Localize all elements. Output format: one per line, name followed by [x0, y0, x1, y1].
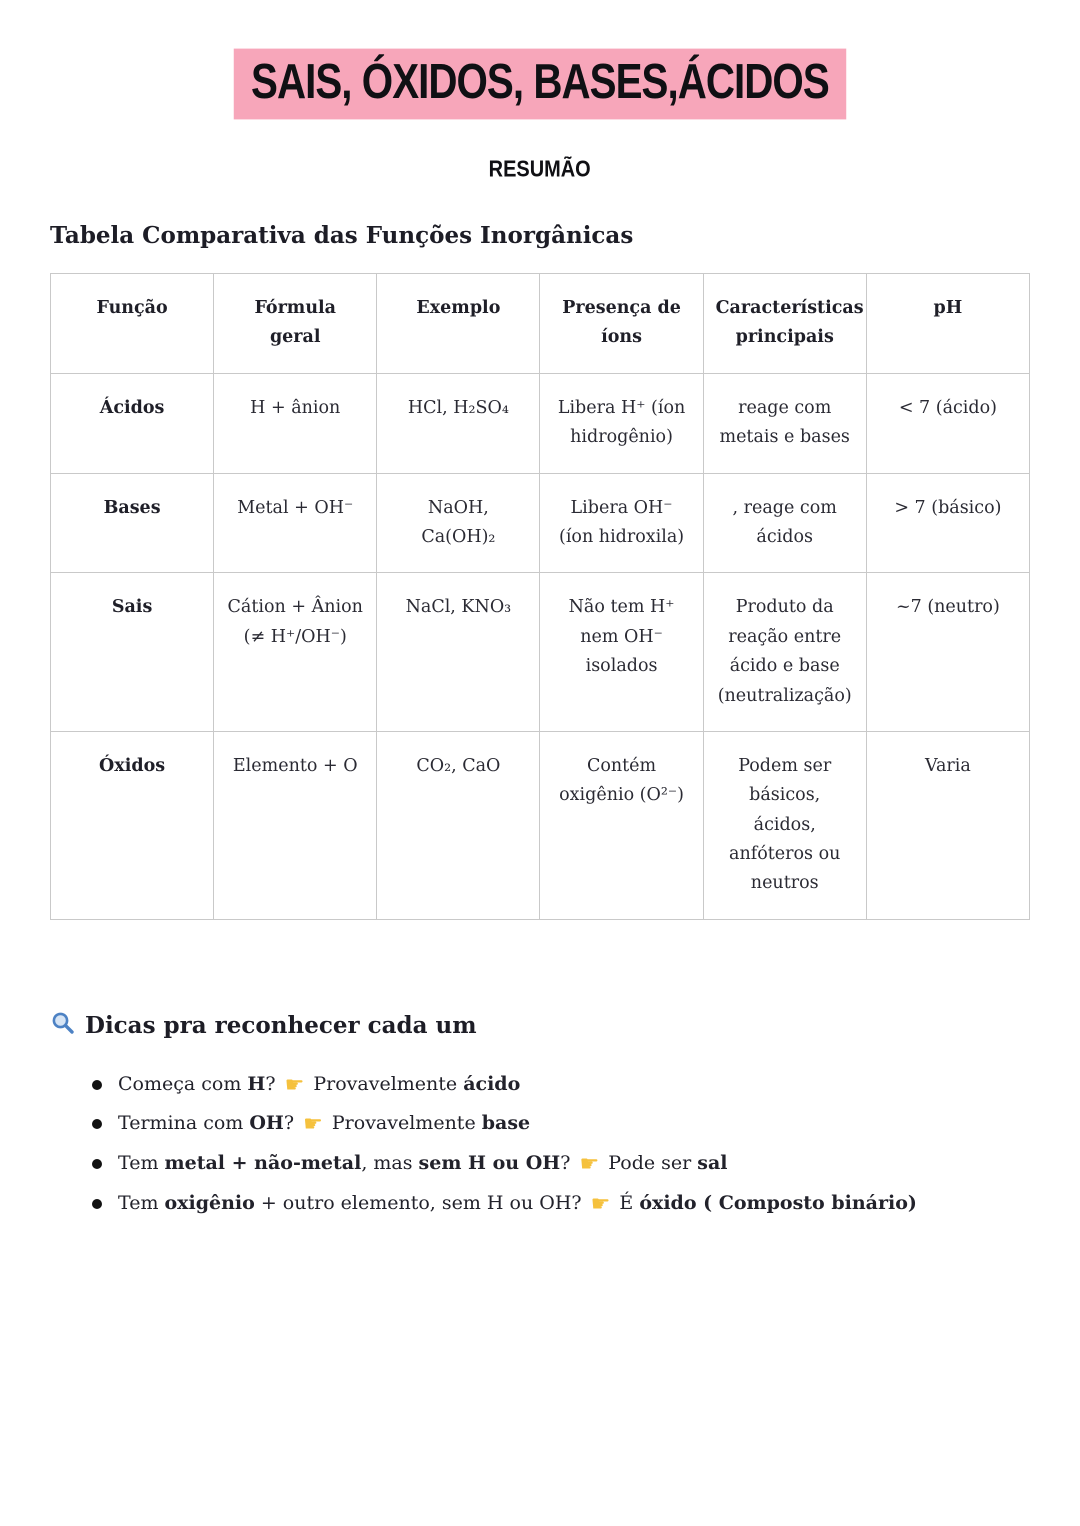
- table-header-cell: Características principais: [703, 274, 866, 374]
- section-heading: Tabela Comparativa das Funções Inorgânicas: [50, 222, 634, 249]
- table-row: [51, 731, 1030, 919]
- table-cell: Elemento + O: [214, 731, 377, 919]
- tip-text-segment: metal + não-metal: [164, 1151, 362, 1174]
- pointing-hand-icon: ☛: [284, 1072, 305, 1098]
- table-head: [51, 274, 1030, 374]
- table-cell: ~7 (neutro): [866, 573, 1029, 732]
- table-cell: Produto da reação entre ácido e base (neutralização): [703, 573, 866, 732]
- table-cell: Metal + OH⁻: [214, 473, 377, 573]
- table-cell: Contém oxigênio (O²⁻): [540, 731, 703, 919]
- tips-section: [50, 1010, 1030, 1217]
- tip-text-segment: OH: [249, 1112, 284, 1135]
- table-header-cell: Fórmula geral: [214, 274, 377, 374]
- tips-heading-text: Dicas pra reconhecer cada um: [85, 1011, 477, 1039]
- table-body: [51, 373, 1030, 919]
- tip-text-segment: É: [613, 1191, 640, 1214]
- table-cell: Ácidos: [51, 373, 214, 473]
- table-row: [51, 373, 1030, 473]
- table-cell: Não tem H⁺ nem OH⁻ isolados: [540, 573, 703, 732]
- table-cell: Cátion + Ânion (≠ H⁺/OH⁻): [214, 573, 377, 732]
- table-cell: NaOH, Ca(OH)₂: [377, 473, 540, 573]
- subtitle-row: [50, 158, 1030, 182]
- pointing-hand-icon: ☛: [590, 1191, 611, 1217]
- tip-text-segment: H: [247, 1072, 266, 1095]
- title-row: [50, 54, 1030, 114]
- tip-text-segment: oxigênio: [164, 1191, 255, 1214]
- table-cell: Libera OH⁻ (íon hidroxila): [540, 473, 703, 573]
- pointing-hand-icon: ☛: [579, 1151, 600, 1177]
- table-cell: Podem ser básicos, ácidos, anfóteros ou neutros: [703, 731, 866, 919]
- tip-item: [92, 1071, 1030, 1099]
- tip-item: [92, 1110, 1030, 1138]
- table-header-cell: pH: [866, 274, 1029, 374]
- table-cell: > 7 (básico): [866, 473, 1029, 573]
- table-cell: H + ânion: [214, 373, 377, 473]
- table-header-row: [51, 274, 1030, 374]
- pointing-hand-icon: ☛: [303, 1112, 323, 1138]
- tip-text-segment: sem H ou OH: [418, 1151, 561, 1174]
- tip-item: [92, 1190, 1030, 1218]
- tip-text-segment: Tem: [118, 1191, 165, 1214]
- tip-text-segment: ?: [560, 1151, 577, 1174]
- magnifier-icon: [50, 1010, 75, 1041]
- table-cell: Varia: [866, 731, 1029, 919]
- table-cell: , reage com ácidos: [703, 473, 866, 573]
- comparison-table: [50, 273, 1030, 920]
- table-cell: CO₂, CaO: [377, 731, 540, 919]
- table-row: [51, 573, 1030, 732]
- tip-text-segment: ácido: [463, 1072, 521, 1095]
- table-cell: Sais: [51, 573, 214, 732]
- tip-text-segment: ?: [283, 1112, 301, 1135]
- table-cell: Libera H⁺ (íon hidrogênio): [540, 373, 703, 473]
- tip-text-segment: , mas: [361, 1151, 419, 1174]
- table-cell: Bases: [51, 473, 214, 573]
- table-cell: HCl, H₂SO₄: [377, 373, 540, 473]
- table-header-cell: Exemplo: [377, 274, 540, 374]
- table-cell: NaCl, KNO₃: [377, 573, 540, 732]
- tip-text-segment: ?: [265, 1072, 282, 1095]
- tip-text-segment: sal: [697, 1151, 728, 1174]
- tips-heading: [50, 1010, 1030, 1041]
- tip-text-segment: Começa com: [118, 1072, 248, 1095]
- tips-list: [50, 1071, 1030, 1217]
- tip-text-segment: base: [481, 1112, 531, 1135]
- table-cell: < 7 (ácido): [866, 373, 1029, 473]
- table-cell: Óxidos: [51, 731, 214, 919]
- table-header-cell: Presença de íons: [540, 274, 703, 374]
- tip-text-segment: + outro elemento, sem H ou OH?: [254, 1191, 588, 1214]
- tip-text-segment: Termina com: [118, 1112, 250, 1135]
- table-row: [51, 473, 1030, 573]
- tip-text-segment: Provavelmente: [307, 1072, 464, 1095]
- table-cell: reage com metais e bases: [703, 373, 866, 473]
- tip-item: [92, 1150, 1030, 1178]
- page-subtitle: RESUMÃO: [489, 156, 591, 183]
- tip-text-segment: Tem: [118, 1151, 165, 1174]
- table-header-cell: Função: [51, 274, 214, 374]
- tip-text-segment: Provavelmente: [325, 1112, 482, 1135]
- tip-text-segment: Pode ser: [602, 1151, 698, 1174]
- tip-text-segment: óxido ( Composto binário): [639, 1191, 917, 1214]
- page-title: SAIS, ÓXIDOS, BASES,ÁCIDOS: [234, 49, 846, 120]
